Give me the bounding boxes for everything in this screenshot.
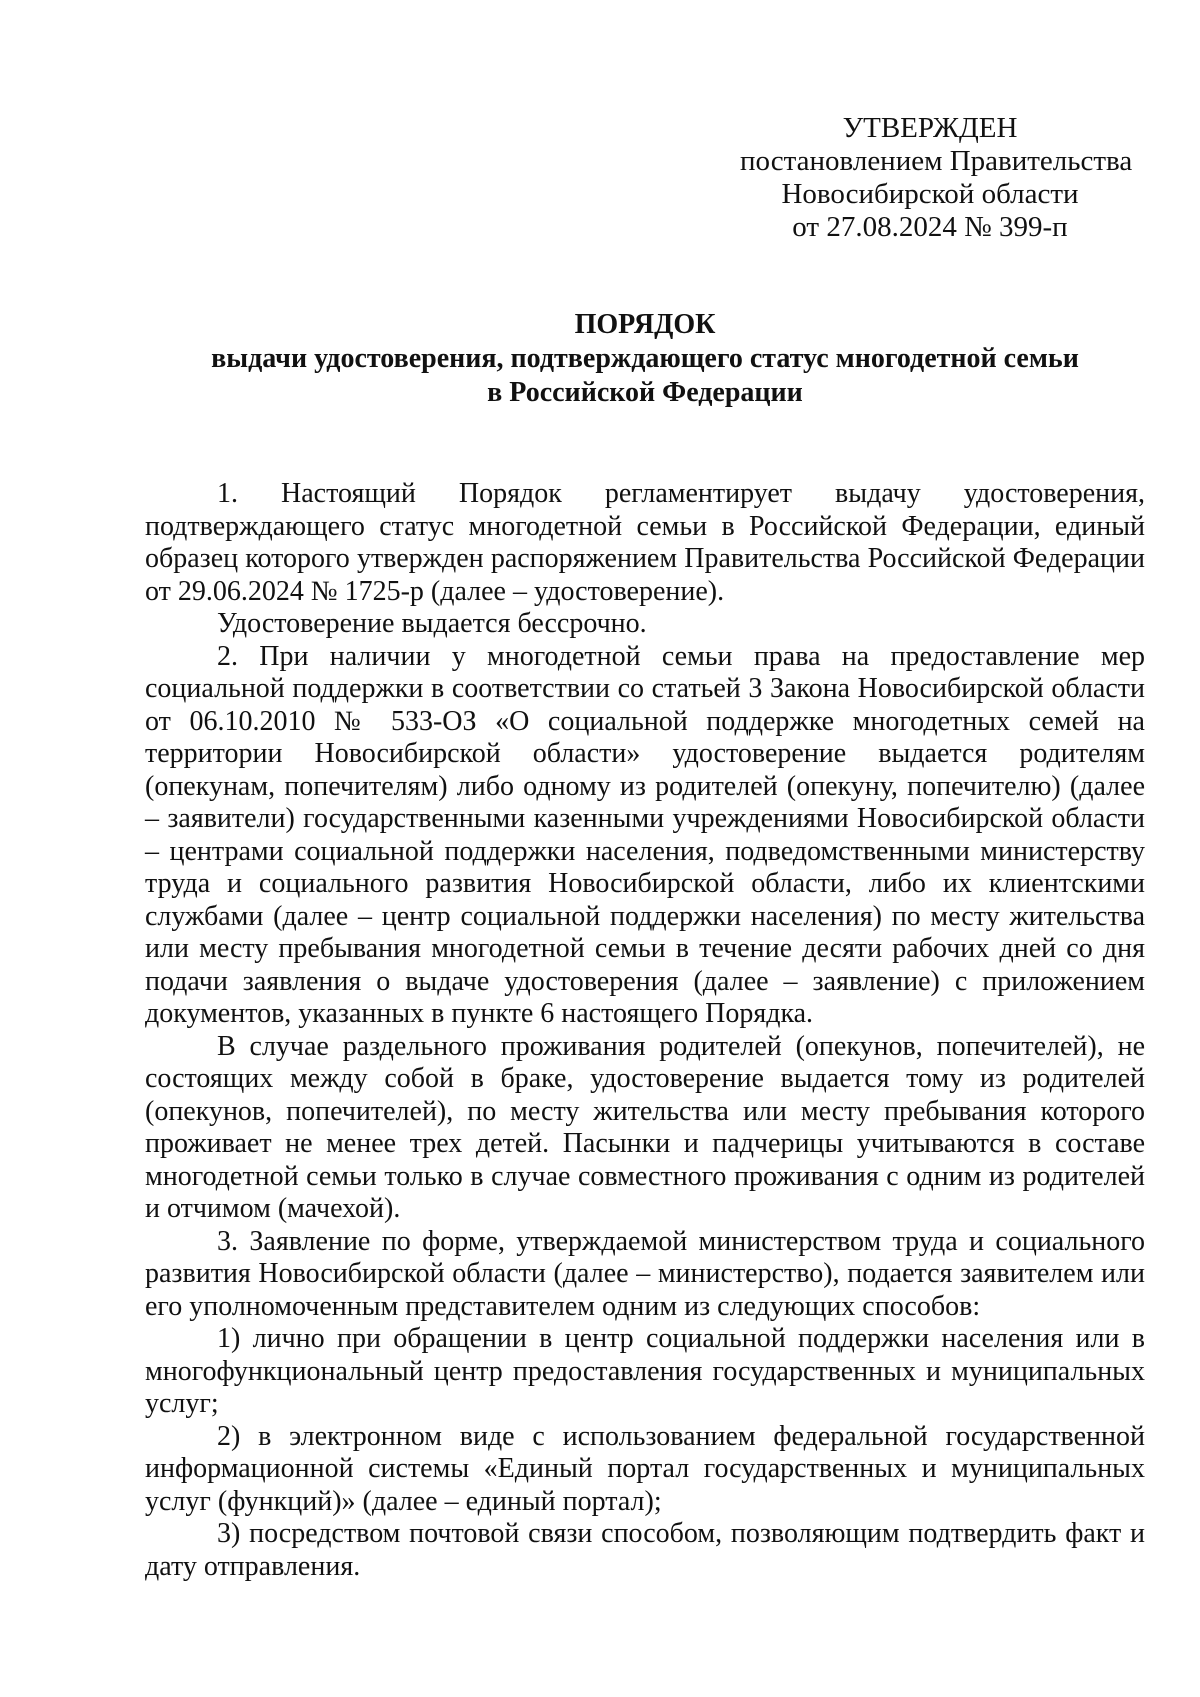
title-heading: ПОРЯДОК bbox=[574, 309, 716, 340]
approval-heading: УТВЕРЖДЕН bbox=[842, 112, 1018, 144]
paragraph-3: 3. Заявление по форме, утверждаемой министерством труда и социального развития Новосибирской области (далее – министерство), подается заявителем или его уполномоченным представителем одним из следующих способов: bbox=[145, 1225, 1145, 1322]
list-item-2: 2) в электронном виде с использованием федеральной государственной информационной системы «Единый портал государственных и муниципальных услуг (функций)» (далее – единый портал); bbox=[145, 1420, 1145, 1517]
paragraph-1: 1. Настоящий Порядок регламентирует выдачу удостоверения, подтверждающего статус многодетной семьи в Российской Федерации, единый образец которого утвержден распоряжением Правительства Российской Федерации от 29.06.2024 № 1725-р (далее – удостоверение). bbox=[145, 478, 1145, 607]
paragraph-validity: Удостоверение выдается бессрочно. bbox=[217, 608, 647, 639]
paragraph-separate-residence: В случае раздельного проживания родителей (опекунов, попечителей), не состоящих между собой в браке, удостоверение выдается тому из родителей (опекунов, попечителей), по месту жительства или месту пребывания которого проживает не менее трех детей. Пасынки и падчерицы учитываются в составе многодетной семьи только в случае совместного проживания с одним из родителей и отчимом (мачехой). bbox=[145, 1030, 1145, 1224]
list-item-1: 1) лично при обращении в центр социальной поддержки населения или в многофункциональный центр предоставления государственных и муниципальных услуг; bbox=[145, 1323, 1145, 1419]
list-item-3: 3) посредством почтовой связи способом, позволяющим подтвердить факт и дату отправления. bbox=[145, 1518, 1145, 1582]
approval-region: Новосибирской области bbox=[781, 178, 1079, 210]
paragraph-2: 2. При наличии у многодетной семьи права на предоставление мер социальной поддержки в соответствии со статьей 3 Закона Новосибирской области от 06.10.2010 № 533-ОЗ «О социальной поддержке многодетных семей на территории Новосибирской области» удостоверение выдается родителям (опекунам, попечителям) либо одному из родителей (опекуну, попечителю) (далее – заявители) государственными казенными учреждениями Новосибирской области – центрами социальной поддержки населения, подведомственными министерству труда и социального развития Новосибирской области, либо их клиентскими службами (далее – центр социальной поддержки населения) по месту жительства или месту пребывания многодетной семьи в течение десяти рабочих дней со дня подачи заявления о выдаче удостоверения (далее – заявление) с приложением документов, указанных в пункте 6 настоящего Порядка. bbox=[145, 640, 1145, 1029]
document-body bbox=[145, 478, 1145, 1583]
approval-stamp bbox=[740, 112, 1133, 244]
document-title bbox=[145, 308, 1145, 410]
approval-date-number: от 27.08.2024 № 399-п bbox=[792, 211, 1068, 243]
title-subject: выдачи удостоверения, подтверждающего статус многодетной семьи bbox=[211, 343, 1079, 374]
title-scope: в Российской Федерации bbox=[487, 377, 803, 408]
approval-authority: постановлением Правительства bbox=[740, 145, 1133, 177]
